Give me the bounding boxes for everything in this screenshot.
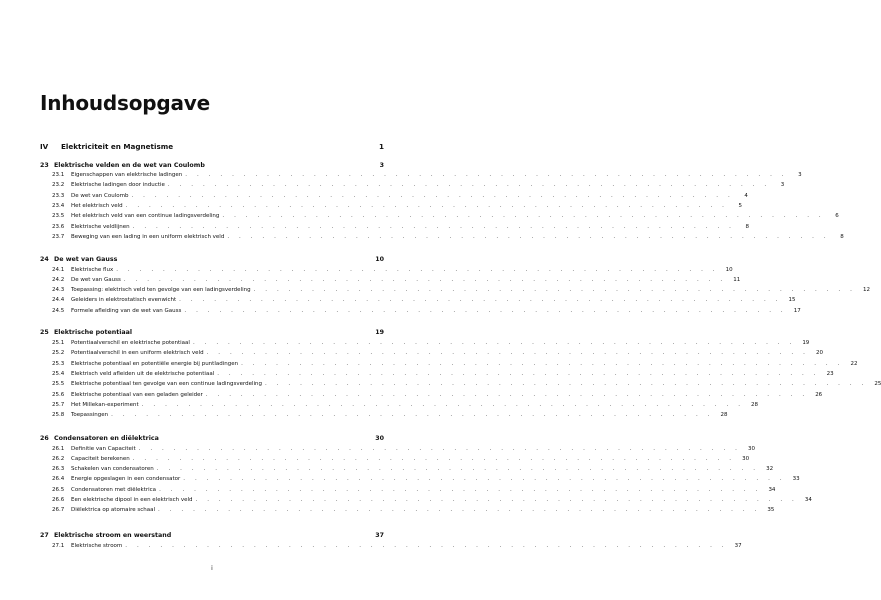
section-title: Elektrische flux xyxy=(71,265,116,275)
section-page-number: 22 xyxy=(850,360,858,367)
dot-leader: . . . . . . . . . . . . . . . . . . . . . . . . . . . . . . . . . . . . . . . . . . . . . . . . . . . . xyxy=(123,276,727,283)
section-number: 25.6 xyxy=(52,391,65,398)
section-number: 25.4 xyxy=(52,370,65,377)
dot-leader: . . . . . . . . . . . . . . . . . . . . . . . . . . . . . . . . . . . . . . . . . . . . . . . . . . . . xyxy=(241,360,844,367)
section-title: Elektrische ladingen door inductie xyxy=(71,180,168,190)
section-number: 25.8 xyxy=(52,412,65,419)
dot-leader: . . . . . . . . . . . . . . . . . . . . . . . . . . . . . . . . . . . . . . . . . . . . . . . . . . . . xyxy=(184,307,787,314)
page-title: Inhoudsopgave xyxy=(40,91,210,115)
section-page-number: 25 xyxy=(874,381,881,388)
dot-leader: . . . . . . . . . . . . . . . . . . . . . . . . . . . . . . . . . . . . . . . . . . . . . . . . . . . . xyxy=(158,507,761,514)
dot-leader: . . . . . . . . . . . . . . . . . . . . . . . . . . . . . . . . . . . . . . . . . . . . . . . . . . . . xyxy=(125,202,729,209)
section-entry xyxy=(52,400,759,410)
section-title: De wet van Gauss xyxy=(71,275,124,285)
section-number: 25.3 xyxy=(52,360,65,367)
section-number: 24.3 xyxy=(52,287,65,294)
part-number: IV xyxy=(40,142,49,151)
section-number: 23.1 xyxy=(52,172,65,178)
section-number: 25.2 xyxy=(52,350,65,357)
section-title: Energie opgeslagen in een condensator xyxy=(71,474,183,484)
section-entry xyxy=(52,275,741,285)
section-page-number: 20 xyxy=(815,350,823,357)
section-entry xyxy=(52,285,870,295)
section-number: 24.4 xyxy=(52,297,65,304)
dot-leader: . . . . . . . . . . . . . . . . . . . . . . . . . . . . . . . . . . . . . . . . . . . . . . . . . . . . xyxy=(141,401,745,408)
dot-leader: . . . . . . . . . . . . . . . . . . . . . . . . . . . . . . . . . . . . . . . . . . . . . . . . . . . . xyxy=(217,370,820,377)
dot-leader: . . . . . . . . . . . . . . . . . . . . . . . . . . . . . . . . . . . . . . . . . . . . . . . . . . . . xyxy=(265,381,868,388)
section-number: 25.1 xyxy=(52,340,65,346)
section-page-number: 26 xyxy=(815,391,823,398)
dot-leader: . . . . . . . . . . . . . . . . . . . . . . . . . . . . . . . . . . . . . . . . . . . . . . . . . . . . xyxy=(185,172,788,178)
chapter-title: De wet van Gauss xyxy=(54,256,118,263)
section-entry xyxy=(52,191,748,201)
section-entry xyxy=(52,464,774,474)
section-page-number: 12 xyxy=(862,287,870,294)
section-number: 26.4 xyxy=(52,476,65,483)
section-page-number: 28 xyxy=(751,401,759,408)
part-title: Elektriciteit en Magnetisme xyxy=(61,142,174,151)
section-number: 23.5 xyxy=(52,213,65,220)
section-title: Elektrisch veld afleiden uit de elektrische potentiaal xyxy=(71,369,217,379)
section-page-number: 23 xyxy=(826,370,834,377)
section-entry xyxy=(52,232,844,242)
section-number: 26.1 xyxy=(52,445,65,452)
section-page-number: 35 xyxy=(767,507,775,514)
section-page-number: 32 xyxy=(766,466,774,473)
section-page-number: 11 xyxy=(733,276,741,283)
section-entry xyxy=(52,211,839,221)
section-entry xyxy=(52,390,823,400)
chapter-number: 26 xyxy=(40,435,49,442)
dot-leader: . . . . . . . . . . . . . . . . . . . . . . . . . . . . . . . . . . . . . . . . . . . . . . . . . . . . xyxy=(205,391,809,398)
section-entry xyxy=(52,306,801,316)
section-title: Formele afleiding van de wet van Gauss xyxy=(71,306,184,316)
chapter-number: 25 xyxy=(40,329,49,336)
section-entry xyxy=(52,295,796,305)
chapter-page-number: 19 xyxy=(375,329,384,336)
section-number: 24.1 xyxy=(52,266,65,273)
section-title: Beweging van een lading in een uniform elektrisch veld xyxy=(71,232,227,242)
section-entry xyxy=(52,359,858,369)
section-title: Elektrische stroom xyxy=(71,541,125,551)
dot-leader: . . . . . . . . . . . . . . . . . . . . . . . . . . . . . . . . . . . . . . . . . . . . . . . . . . . . xyxy=(222,213,825,220)
dot-leader: . . . . . . . . . . . . . . . . . . . . . . . . . . . . . . . . . . . . . . . . . . . . . . . . . . . . xyxy=(227,233,830,240)
section-title: Elektrische potentiaal en potentiële energie bij puntladingen xyxy=(71,359,241,369)
section-entry xyxy=(52,474,800,484)
section-entry xyxy=(52,495,812,505)
section-title: Toepassingen xyxy=(71,410,111,420)
chapter-title: Condensatoren en diëlektrica xyxy=(54,435,159,442)
section-title: Geleiders in elektrostatisch evenwicht xyxy=(71,295,179,305)
dot-leader: . . . . . . . . . . . . . . . . . . . . . . . . . . . . . . . . . . . . . . . . . . . . . . . . . . . . xyxy=(183,476,786,483)
section-number: 24.2 xyxy=(52,276,65,283)
chapter-title: Elektrische stroom en weerstand xyxy=(54,532,172,539)
dot-leader: . . . . . . . . . . . . . . . . . . . . . . . . . . . . . . . . . . . . . . . . . . . . . . . . . . . . xyxy=(167,182,771,189)
section-entry xyxy=(52,201,743,211)
chapter-heading xyxy=(40,530,384,541)
dot-leader: . . . . . . . . . . . . . . . . . . . . . . . . . . . . . . . . . . . . . . . . . . . . . . . . . . . . xyxy=(195,497,798,503)
section-title: Capaciteit berekenen xyxy=(71,454,133,464)
section-entry xyxy=(52,541,742,551)
section-number: 24.5 xyxy=(52,307,65,314)
section-page-number: 3 xyxy=(798,172,802,178)
section-page-number: 17 xyxy=(793,307,801,314)
section-entry xyxy=(52,444,755,454)
section-number: 23.6 xyxy=(52,223,65,230)
section-page-number: 30 xyxy=(748,445,755,452)
dot-leader: . . . . . . . . . . . . . . . . . . . . . . . . . . . . . . . . . . . . . . . . . . . . . . . . . . . . xyxy=(132,223,735,230)
dot-leader: . . . . . . . . . . . . . . . . . . . . . . . . . . . . . . . . . . . . . . . . . . . . . . . . . . . . xyxy=(192,340,796,346)
section-entry xyxy=(52,348,823,358)
section-page-number: 28 xyxy=(720,412,728,419)
section-title: Potentiaalverschil en elektrische potentiaal xyxy=(71,338,193,348)
section-page-number: 10 xyxy=(725,266,733,273)
section-page-number: 37 xyxy=(734,542,742,549)
part-heading xyxy=(40,141,384,153)
section-page-number: 34 xyxy=(804,497,812,503)
part-page-number: 1 xyxy=(378,142,384,151)
section-number: 23.2 xyxy=(52,182,65,189)
section-title: Eigenschappen van elektrische ladingen xyxy=(71,170,185,180)
dot-leader: . . . . . . . . . . . . . . . . . . . . . . . . . . . . . . . . . . . . . . . . . . . . . . . . . . . . xyxy=(179,297,782,304)
section-title: Schakelen van condensatoren xyxy=(71,464,157,474)
section-page-number: 34 xyxy=(768,486,776,493)
section-entry xyxy=(52,454,750,464)
section-entry xyxy=(52,485,776,495)
dot-leader: . . . . . . . . . . . . . . . . . . . . . . . . . . . . . . . . . . . . . . . . . . . . . . . . . . . . xyxy=(131,192,734,199)
section-number: 26.5 xyxy=(52,486,65,493)
chapter-title: Elektrische potentiaal xyxy=(54,329,133,336)
section-title: Definitie van Capaciteit xyxy=(71,444,139,454)
section-title: Condensatoren met diëlektrica xyxy=(71,485,159,495)
chapter-heading xyxy=(40,254,384,265)
section-number: 23.7 xyxy=(52,233,65,240)
section-title: De wet van Coulomb xyxy=(71,191,131,201)
section-title: Elektrische potentiaal ten gevolge van een continue ladingsverdeling xyxy=(71,379,265,389)
section-entry xyxy=(52,505,775,515)
section-page-number: 15 xyxy=(788,297,796,304)
dot-leader: . . . . . . . . . . . . . . . . . . . . . . . . . . . . . . . . . . . . . . . . . . . . . . . . . . . . xyxy=(159,486,762,493)
footer-page-number: i xyxy=(211,565,213,572)
section-entry xyxy=(52,369,834,379)
section-number: 23.3 xyxy=(52,192,65,199)
section-entry xyxy=(52,170,802,180)
chapter-page-number: 30 xyxy=(375,435,384,442)
section-page-number: 30 xyxy=(742,455,750,462)
dot-leader: . . . . . . . . . . . . . . . . . . . . . . . . . . . . . . . . . . . . . . . . . . . . . . . . . . . . xyxy=(138,445,741,452)
chapter-heading xyxy=(40,433,384,444)
section-entry xyxy=(52,180,785,190)
section-entry xyxy=(52,410,728,420)
section-entry xyxy=(52,338,810,348)
chapter-page-number: 10 xyxy=(375,256,384,263)
section-page-number: 4 xyxy=(744,192,748,199)
section-entry xyxy=(52,222,749,232)
section-title: Elektrische veldlijnen xyxy=(71,222,133,232)
section-title: Een elektrische dipool in een elektrisch veld xyxy=(71,495,196,505)
section-number: 25.7 xyxy=(52,401,65,408)
chapter-number: 23 xyxy=(40,162,49,169)
section-page-number: 3 xyxy=(780,182,785,189)
section-number: 25.5 xyxy=(52,381,65,388)
dot-leader: . . . . . . . . . . . . . . . . . . . . . . . . . . . . . . . . . . . . . . . . . . . . . . . . . . . . xyxy=(132,455,736,462)
chapter-page-number: 3 xyxy=(379,162,384,169)
section-title: Het Millekan-experiment xyxy=(71,400,142,410)
dot-leader: . . . . . . . . . . . . . . . . . . . . . . . . . . . . . . . . . . . . . . . . . . . . . . . . . . . . xyxy=(253,287,856,294)
section-number: 26.6 xyxy=(52,497,65,503)
dot-leader: . . . . . . . . . . . . . . . . . . . . . . . . . . . . . . . . . . . . . . . . . . . . . . . . . . . . xyxy=(206,350,809,357)
section-title: Diëlektrica op atomaire schaal xyxy=(71,505,158,515)
section-page-number: 6 xyxy=(835,213,839,220)
dot-leader: . . . . . . . . . . . . . . . . . . . . . . . . . . . . . . . . . . . . . . . . . . . . . . . . . . . . xyxy=(111,412,714,419)
section-title: Potentiaalverschil in een uniform elektrisch veld xyxy=(71,348,207,358)
chapter-number: 24 xyxy=(40,256,49,263)
section-number: 26.2 xyxy=(52,455,65,462)
chapter-title: Elektrische velden en de wet van Coulomb xyxy=(54,162,205,169)
section-page-number: 33 xyxy=(792,476,800,483)
section-entry xyxy=(52,265,733,275)
section-title: Toepassing: elektrisch veld ten gevolge van een ladingsverdeling xyxy=(71,285,254,295)
dot-leader: . . . . . . . . . . . . . . . . . . . . . . . . . . . . . . . . . . . . . . . . . . . . . . . . . . . . xyxy=(116,266,719,273)
chapter-heading xyxy=(40,327,384,338)
section-number: 27.1 xyxy=(52,542,65,549)
section-page-number: 8 xyxy=(745,223,749,230)
chapter-number: 27 xyxy=(40,532,49,539)
section-title: Het elektrisch veld van een continue ladingsverdeling xyxy=(71,211,222,221)
section-number: 23.4 xyxy=(52,202,65,209)
section-number: 26.7 xyxy=(52,507,65,514)
section-page-number: 8 xyxy=(840,233,844,240)
section-number: 26.3 xyxy=(52,466,65,473)
section-entry xyxy=(52,379,881,389)
section-title: Elektrische potentiaal van een geladen geleider xyxy=(71,390,206,400)
chapter-page-number: 37 xyxy=(375,532,384,539)
dot-leader: . . . . . . . . . . . . . . . . . . . . . . . . . . . . . . . . . . . . . . . . . . . . . . . . . . . . xyxy=(156,466,760,473)
dot-leader: . . . . . . . . . . . . . . . . . . . . . . . . . . . . . . . . . . . . . . . . . . . . . . . . . . . . xyxy=(125,542,728,549)
section-page-number: 5 xyxy=(738,202,743,209)
section-page-number: 19 xyxy=(802,340,810,346)
section-title: Het elektrisch veld xyxy=(71,201,126,211)
